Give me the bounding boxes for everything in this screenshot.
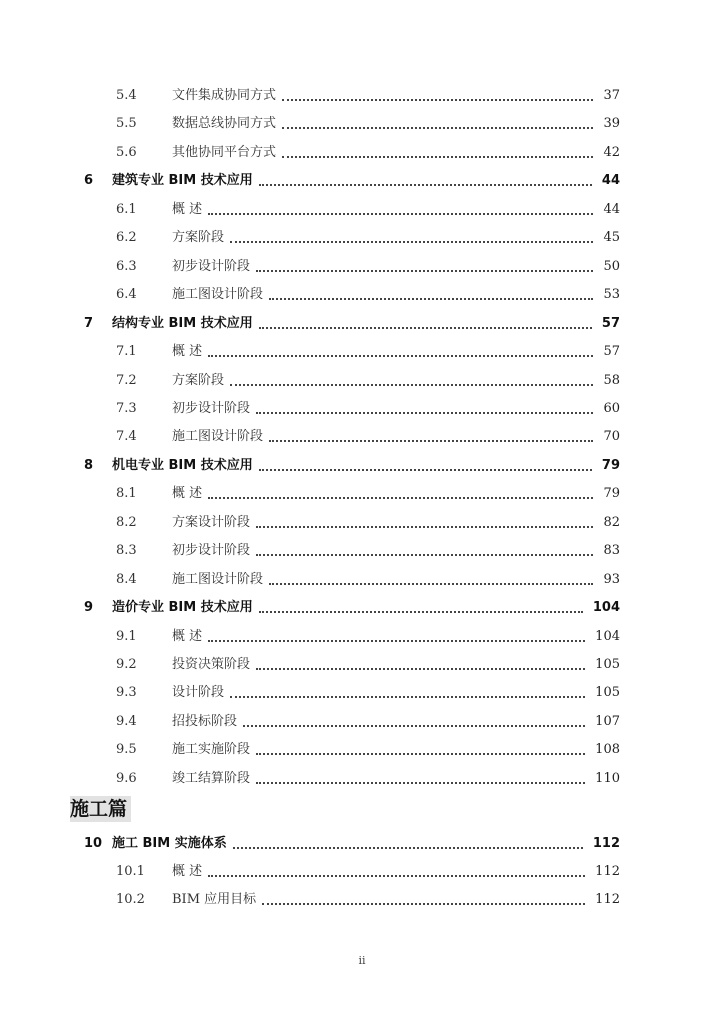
- dot-leader: [208, 342, 593, 362]
- dot-leader: [208, 484, 593, 504]
- toc-entry-number: 9.1: [116, 629, 137, 644]
- toc-entry-page-number: 57: [601, 316, 620, 331]
- dot-leader: [259, 456, 592, 476]
- toc-section-entry[interactable]: [0, 399, 724, 419]
- toc-entry-title: 招投标阶段: [172, 714, 238, 729]
- toc-entry-title: 竣工结算阶段: [172, 771, 251, 786]
- toc-entry-number: 6.3: [116, 259, 137, 274]
- toc-entry-title: 概 述: [172, 486, 203, 501]
- toc-section-entry[interactable]: [0, 484, 724, 504]
- dot-leader: [259, 314, 592, 334]
- toc-entry-page-number: 104: [595, 629, 620, 644]
- toc-entry-page-number: 112: [592, 836, 620, 851]
- toc-entry-number: 8.1: [116, 486, 137, 501]
- toc-entry-page-number: 107: [595, 714, 620, 729]
- dot-leader: [282, 143, 593, 163]
- toc-entry-title: 概 述: [172, 344, 203, 359]
- toc-section-entry[interactable]: [0, 285, 724, 305]
- toc-entry-number: 6: [84, 173, 94, 188]
- toc-entry-number: 5.6: [116, 145, 137, 160]
- toc-entry-number: 7.2: [116, 373, 137, 388]
- toc-section-entry[interactable]: [0, 740, 724, 760]
- toc-entry-title: 投资决策阶段: [172, 657, 251, 672]
- toc-entry-title: 设计阶段: [172, 685, 225, 700]
- toc-entry-title: BIM 应用目标: [172, 892, 257, 907]
- toc-entry-title: 方案阶段: [172, 373, 225, 388]
- dot-leader: [208, 627, 585, 647]
- dot-leader: [208, 862, 585, 882]
- toc-entry-number: 9: [84, 600, 94, 615]
- toc-entry-title: 方案阶段: [172, 230, 225, 245]
- toc-section-entry[interactable]: [0, 228, 724, 248]
- toc-section-entry[interactable]: [0, 143, 724, 163]
- toc-entry-title: 初步设计阶段: [172, 259, 251, 274]
- toc-section-entry[interactable]: [0, 683, 724, 703]
- toc-entry-page-number: 105: [595, 657, 620, 672]
- section-heading: 施工篇: [70, 796, 131, 822]
- toc-entry-title: 其他协同平台方式: [172, 145, 277, 160]
- toc-section-entry[interactable]: [0, 541, 724, 561]
- toc-entry-title: 概 述: [172, 864, 203, 879]
- dot-leader: [269, 570, 593, 590]
- toc-entry-number: 10.1: [116, 864, 145, 879]
- toc-entry-page-number: 112: [595, 864, 620, 879]
- toc-entry-number: 5.5: [116, 116, 137, 131]
- toc-entry-page-number: 70: [603, 429, 620, 444]
- toc-entry-page-number: 83: [603, 543, 620, 558]
- toc-section-entry[interactable]: [0, 862, 724, 882]
- toc-section-entry[interactable]: [0, 712, 724, 732]
- toc-entry-page-number: 50: [603, 259, 620, 274]
- toc-entry-page-number: 57: [603, 344, 620, 359]
- toc-entry-title: 机电专业 BIM 技术应用: [112, 458, 253, 473]
- toc-entry-title: 初步设计阶段: [172, 401, 251, 416]
- toc-entry-number: 8.2: [116, 515, 137, 530]
- toc-chapter-entry[interactable]: [0, 314, 724, 334]
- dot-leader: [256, 655, 585, 675]
- toc-entry-page-number: 39: [603, 116, 620, 131]
- toc-entry-page-number: 42: [603, 145, 620, 160]
- toc-entry-page-number: 44: [603, 202, 620, 217]
- toc-section-entry[interactable]: [0, 890, 724, 910]
- toc-entry-number: 8.3: [116, 543, 137, 558]
- toc-section-entry[interactable]: [0, 200, 724, 220]
- dot-leader: [230, 228, 593, 248]
- toc-chapter-entry[interactable]: [0, 171, 724, 191]
- toc-entry-number: 9.3: [116, 685, 137, 700]
- toc-section-entry[interactable]: [0, 427, 724, 447]
- dot-leader: [233, 834, 583, 854]
- toc-entry-number: 7: [84, 316, 94, 331]
- toc-section-entry[interactable]: [0, 655, 724, 675]
- toc-chapter-entry[interactable]: [0, 834, 724, 854]
- toc-entry-number: 9.5: [116, 742, 137, 757]
- toc-entry-number: 6.4: [116, 287, 137, 302]
- toc-section-entry[interactable]: [0, 342, 724, 362]
- toc-entry-title: 方案设计阶段: [172, 515, 251, 530]
- toc-entry-number: 7.4: [116, 429, 137, 444]
- toc-entry-number: 10.2: [116, 892, 145, 907]
- toc-entry-page-number: 45: [603, 230, 620, 245]
- dot-leader: [259, 171, 592, 191]
- dot-leader: [282, 86, 593, 106]
- dot-leader: [269, 427, 593, 447]
- toc-section-entry[interactable]: [0, 257, 724, 277]
- toc-entry-title: 施工图设计阶段: [172, 572, 264, 587]
- toc-chapter-entry[interactable]: [0, 456, 724, 476]
- toc-entry-number: 9.4: [116, 714, 137, 729]
- toc-section-entry[interactable]: [0, 513, 724, 533]
- toc-entry-page-number: 112: [595, 892, 620, 907]
- toc-entry-number: 9.2: [116, 657, 137, 672]
- toc-entry-page-number: 60: [603, 401, 620, 416]
- toc-entry-page-number: 53: [603, 287, 620, 302]
- dot-leader: [243, 712, 585, 732]
- dot-leader: [282, 114, 593, 134]
- toc-entry-page-number: 44: [601, 173, 620, 188]
- dot-leader: [269, 285, 593, 305]
- toc-section-entry[interactable]: [0, 114, 724, 134]
- toc-entry-number: 9.6: [116, 771, 137, 786]
- toc-entry-page-number: 37: [603, 88, 620, 103]
- dot-leader: [256, 513, 593, 533]
- toc-entry-page-number: 58: [603, 373, 620, 388]
- dot-leader: [256, 399, 593, 419]
- toc-entry-page-number: 79: [601, 458, 620, 473]
- toc-section-entry[interactable]: [0, 769, 724, 789]
- toc-entry-number: 7.1: [116, 344, 137, 359]
- dot-leader: [208, 200, 593, 220]
- toc-entry-number: 6.2: [116, 230, 137, 245]
- toc-entry-page-number: 79: [603, 486, 620, 501]
- toc-entry-title: 施工实施阶段: [172, 742, 251, 757]
- toc-section-entry[interactable]: [0, 570, 724, 590]
- toc-entry-number: 5.4: [116, 88, 137, 103]
- toc-entry-page-number: 108: [595, 742, 620, 757]
- toc-entry-number: 10: [84, 836, 103, 851]
- toc-entry-page-number: 93: [603, 572, 620, 587]
- toc-entry-title: 文件集成协同方式: [172, 88, 277, 103]
- toc-section-entry[interactable]: [0, 627, 724, 647]
- toc-entry-title: 概 述: [172, 202, 203, 217]
- dot-leader: [262, 890, 585, 910]
- toc-entry-number: 8.4: [116, 572, 137, 587]
- dot-leader: [230, 371, 593, 391]
- toc-entry-title: 结构专业 BIM 技术应用: [112, 316, 253, 331]
- dot-leader: [256, 769, 585, 789]
- toc-entry-title: 概 述: [172, 629, 203, 644]
- toc-entry-number: 6.1: [116, 202, 137, 217]
- dot-leader: [259, 598, 583, 618]
- toc-entry-page-number: 104: [592, 600, 620, 615]
- toc-entry-title: 初步设计阶段: [172, 543, 251, 558]
- toc-section-entry[interactable]: [0, 86, 724, 106]
- dot-leader: [230, 683, 585, 703]
- page-number-footer: ii: [358, 954, 366, 967]
- toc-chapter-entry[interactable]: [0, 598, 724, 618]
- toc-section-entry[interactable]: [0, 371, 724, 391]
- toc-entry-page-number: 105: [595, 685, 620, 700]
- toc-entry-title: 造价专业 BIM 技术应用: [112, 600, 253, 615]
- dot-leader: [256, 740, 585, 760]
- dot-leader: [256, 257, 593, 277]
- toc-entry-title: 施工图设计阶段: [172, 287, 264, 302]
- toc-entry-number: 7.3: [116, 401, 137, 416]
- toc-entry-title: 数据总线协同方式: [172, 116, 277, 131]
- toc-entry-title: 施工图设计阶段: [172, 429, 264, 444]
- toc-entry-number: 8: [84, 458, 94, 473]
- toc-entry-title: 建筑专业 BIM 技术应用: [112, 173, 253, 188]
- toc-entry-page-number: 82: [603, 515, 620, 530]
- dot-leader: [256, 541, 593, 561]
- toc-entry-page-number: 110: [595, 771, 620, 786]
- toc-entry-title: 施工 BIM 实施体系: [112, 836, 227, 851]
